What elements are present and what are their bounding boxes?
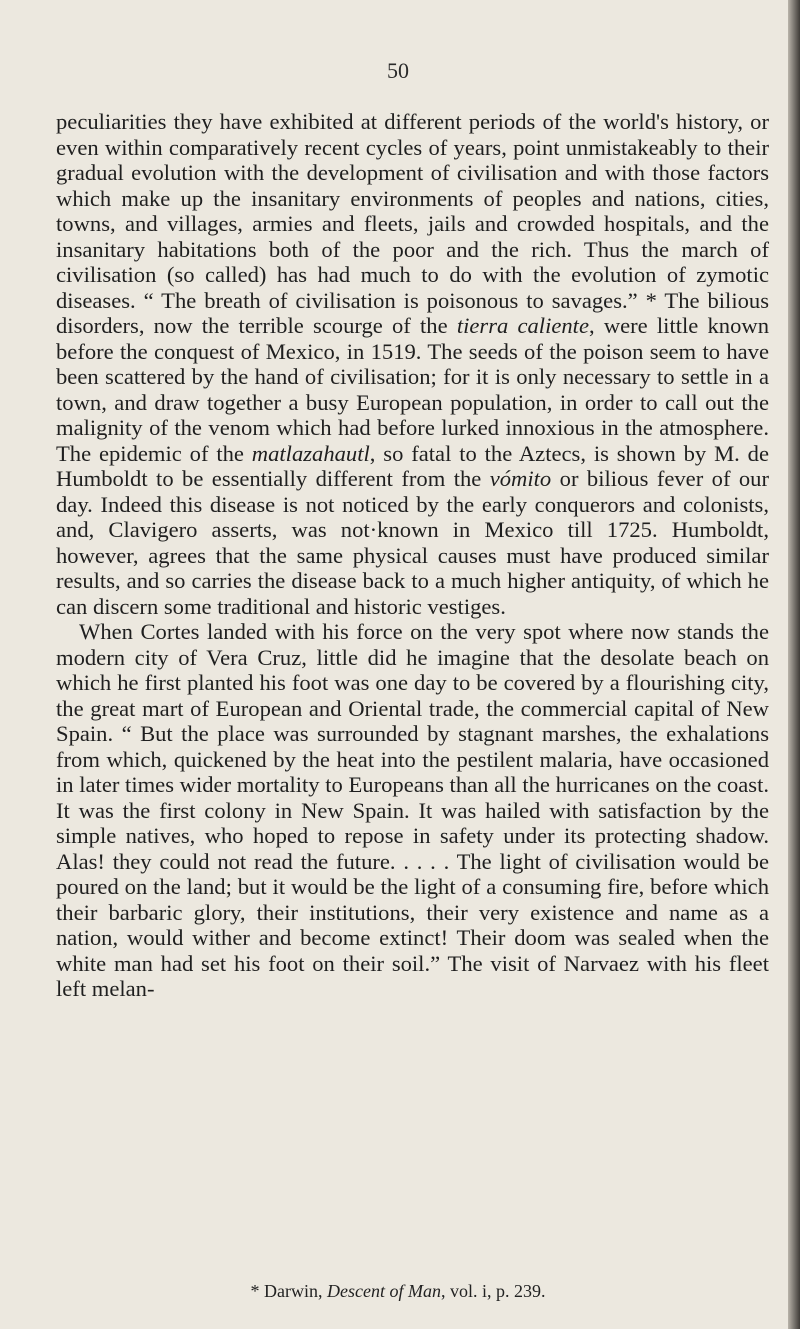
footnote-suffix: , vol. i, p. 239.	[440, 1281, 546, 1301]
footnote	[0, 1281, 788, 1302]
footnote-prefix: * Darwin,	[250, 1281, 327, 1301]
body-text	[56, 109, 769, 1002]
paragraph-1	[56, 109, 769, 619]
page-number: 50	[387, 58, 409, 83]
italic-term-matlazahautl: matlazahautl	[251, 440, 370, 466]
italic-term-vomito: vómito	[489, 466, 552, 491]
paragraph-2	[56, 619, 769, 1002]
footnote-title: Descent of Man	[327, 1281, 441, 1301]
text-run: , so fatal to the Aztecs, is shown by M. de Humboldt to be essentially different from the	[56, 440, 769, 491]
page-edge-shadow	[788, 0, 800, 1329]
text-run: or bilious fever of our day. Indeed this disease is not noticed by the early conquerors and colonists, and, Clavigero asserts, was not·known in Mexico till 1725. Humboldt, however, agrees that the same physical causes must have produced similar results, and so carries the disease back to a much higher antiquity, of which he can discern some traditional and historic vestiges.	[56, 466, 769, 619]
text-run: , were little known before the conquest of Mexico, in 1519. The seeds of the poison seem to have been scattered by the hand of civilisation; for it is only necessary to settle in a town, and draw together a busy European population, in order to call out the malignity of the venom which had before lurked innoxious in the atmosphere. The epidemic of the	[56, 313, 770, 466]
italic-term-tierra-caliente: tierra caliente	[456, 313, 589, 338]
text-run: peculiarities they have exhibited at different periods of the world's history, or even within comparatively recent cycles of years, point unmistakeably to their gradual evolution with the development of civilisation and with those factors which make up the insanitary environments of peoples and nations, cities, towns, and villages, armies and fleets, jails and crowded hospitals, and the insanitary habitations both of the poor and the rich. Thus the march of civilisation (so called) has had much to do with the evolution of zymotic diseases. “ The breath of civilisation is poisonous to savages.” * The bilious disorders, now the terrible scourge of the	[56, 109, 769, 338]
text-run: When Cortes landed with his force on the very spot where now stands the modern city of Vera Cruz, little did he imagine that the desolate beach on which he first planted his foot was one day to be covered by a flourishing city, the great mart of European and Oriental trade, the commercial capital of New Spain. “ But the place was surrounded by stagnant marshes, the exhalations from which, quickened by the heat into the pestilent malaria, have occasioned in later times wider mortality to Europeans than all the hurricanes on the coast. It was the first colony in New Spain. It was hailed with satisfaction by the simple natives, who hoped to repose in safety under its protecting shadow. Alas! they could not read the future. . . . . The light of civilisation would be poured on the land; but it would be the light of a consuming fire, before which their barbaric glory, their institutions, their very existence and name as a nation, would wither and become extinct! Their doom was sealed when the white man had set his foot on their soil.” The visit of Narvaez with his fleet left melan-	[56, 619, 769, 1001]
